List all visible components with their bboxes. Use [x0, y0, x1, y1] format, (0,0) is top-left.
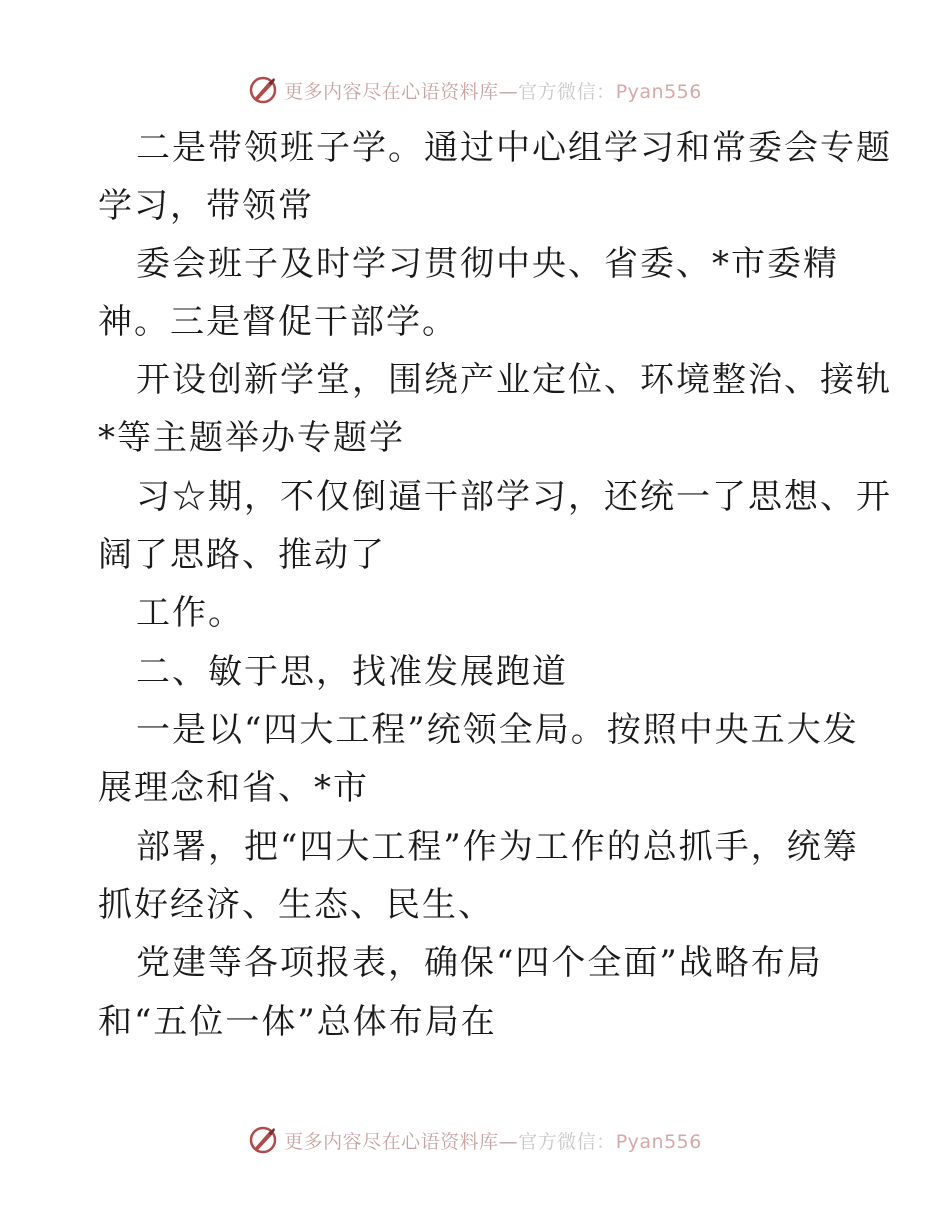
- footer-watermark: [0, 1120, 950, 1160]
- watermark-wechat-label: 官方微信：: [518, 80, 616, 103]
- text-line: 和“五位一体”总体布局在: [98, 1002, 497, 1042]
- text-line: 抓好经济、生态、民生、: [98, 885, 494, 925]
- text-line: 展理念和省、*市: [98, 768, 369, 808]
- text-line: 党建等各项报表，确保“四个全面”战略布局: [136, 943, 823, 983]
- quill-logo-icon: [248, 1125, 278, 1155]
- section-heading: 二、敏于思，找准发展跑道: [136, 652, 568, 692]
- watermark-dash: —: [498, 80, 519, 103]
- watermark-dash: —: [498, 1130, 519, 1153]
- text-line: 部署，把“四大工程”作为工作的总抓手，统筹: [136, 827, 859, 867]
- watermark-wechat-label: 官方微信：: [518, 1130, 616, 1153]
- text-line: 二是带领班子学。通过中心组学习和常委会专题: [136, 128, 892, 168]
- text-line: 习☆期，不仅倒逼干部学习，还统一了思想、开: [136, 477, 892, 517]
- text-line: 开设创新学堂，围绕产业定位、环境整治、接轨: [136, 360, 892, 400]
- watermark-wechat-id: Pyan556: [615, 80, 702, 103]
- text-line: 委会班子及时学习贯彻中央、省委、*市委精: [136, 244, 839, 284]
- text-line: *等主题举办专题学: [98, 418, 405, 458]
- watermark-site-text: 更多内容尽在心语资料库: [284, 80, 499, 103]
- text-line: 工作。: [136, 593, 244, 633]
- text-line: 学习，带领常: [98, 186, 314, 226]
- text-line: 神。三是督促干部学。: [98, 302, 458, 342]
- watermark-wechat-id: Pyan556: [615, 1130, 702, 1153]
- text-line: 一是以“四大工程”统领全局。按照中央五大发: [136, 710, 859, 750]
- watermark-site-text: 更多内容尽在心语资料库: [284, 1130, 499, 1153]
- text-line: 阔了思路、推动了: [98, 535, 386, 575]
- watermark-text: [284, 1127, 702, 1154]
